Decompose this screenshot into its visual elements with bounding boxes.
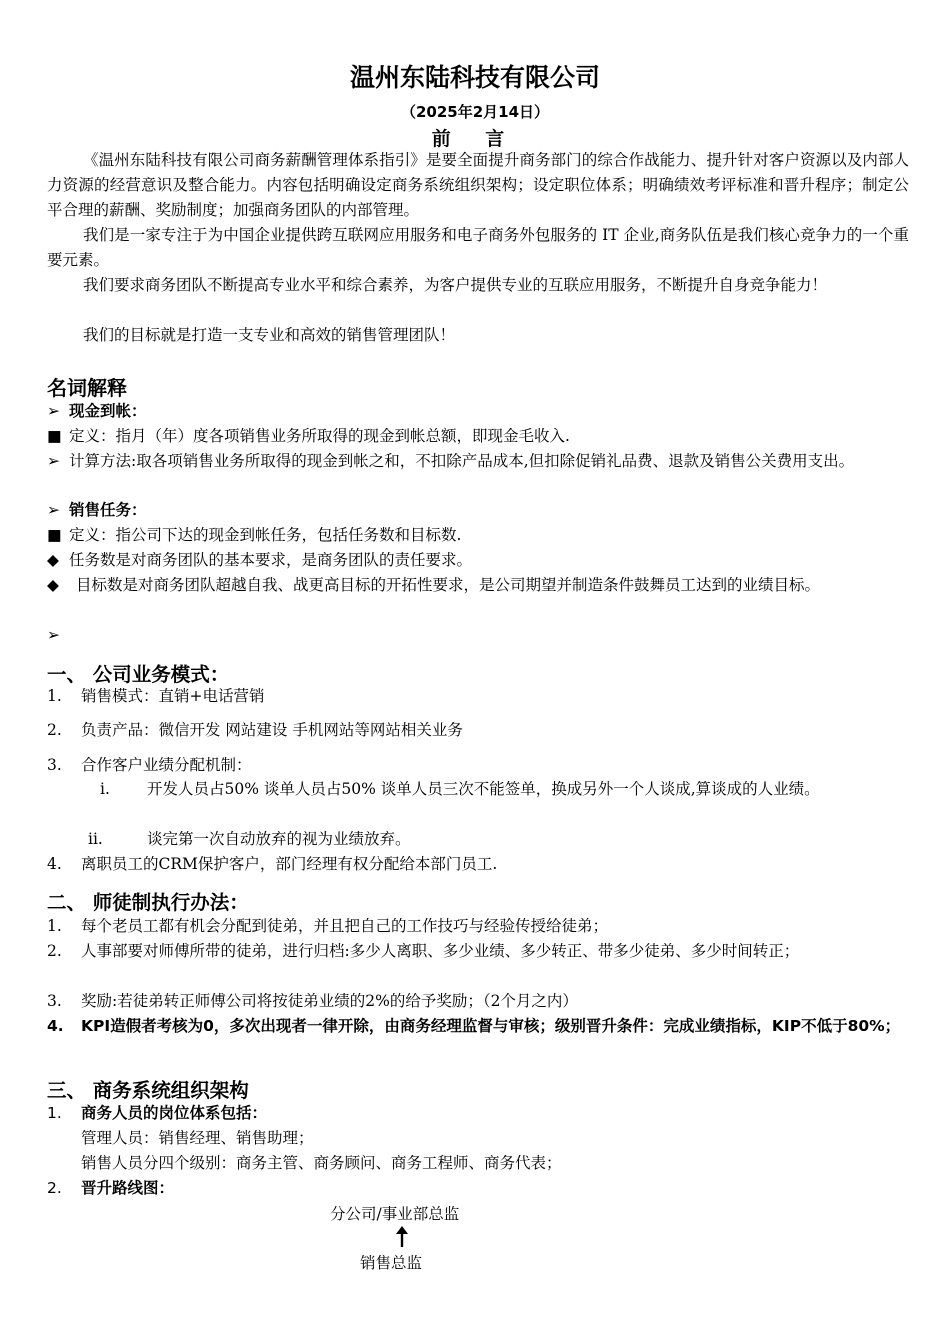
item-text: KPI造假者考核为0，多次出现者一律开除，由商务经理监督与审核；级别晋升条件：完成业绩指标，KIP不低于80%；: [81, 1017, 901, 1035]
subitem-text: 开发人员占50% 谈单人员占50% 谈单人员三次不能签单，换成另外一个人谈成,算谈成的人业绩。: [147, 780, 820, 798]
preface-heading: 前 言: [431, 128, 519, 150]
cash-definition: [47, 424, 570, 449]
glossary-term-task: [47, 498, 147, 523]
section2-item-2: [47, 939, 909, 964]
task-base: [47, 548, 472, 573]
definition-text: 定义：指公司下达的现金到帐任务，包括任务数和目标数.: [69, 526, 462, 544]
item-text: 每个老员工都有机会分配到徒弟，并且把自己的工作技巧与经验传授给徒弟；: [81, 917, 609, 935]
subitem-text: 谈完第一次自动放弃的视为业绩放弃。: [147, 830, 411, 848]
arrow-bullet-icon: ➢: [47, 402, 60, 420]
item-text: 人事部要对师傅所带的徒弟，进行归档:多少人离职、多少业绩、多少转正、带多少徒弟、多少时间转正；: [81, 942, 800, 960]
arrow-bullet-icon: ➢: [47, 501, 60, 519]
item-text: 负责产品：微信开发 网站建设 手机网站等网站相关业务: [81, 721, 463, 739]
preface-paragraph-1: 《温州东陆科技有限公司商务薪酬管理体系指引》是要全面提升商务部门的综合作战能力、提升针对客户资源以及内部人力资源的经营意识及整合能力。内容包括明确设定商务系统组织架构；设定职位体系；明确绩效考评标准和晋升程序；制定公平合理的薪酬、奖励制度；加强商务团队的内部管理。: [47, 151, 909, 219]
arrow-bullet-icon: ➢: [47, 452, 60, 470]
item-title: 晋升路线图：: [81, 1179, 175, 1197]
section1-heading: 一、 公司业务模式：: [47, 663, 230, 686]
preface-paragraph-2: 我们是一家专注于为中国企业提供跨互联网应用服务和电子商务外包服务的 IT 企业,商务队伍是我们核心竞争力的一个重要元素。: [47, 226, 909, 269]
cash-calculation: [47, 449, 909, 474]
task-definition: [47, 523, 461, 548]
term-label: 销售任务：: [69, 501, 147, 519]
glossary-heading: 名词解释: [47, 376, 127, 400]
item-text: 合作客户业绩分配机制：: [81, 756, 252, 774]
item-number: 3.: [47, 756, 62, 774]
section3-item-1: [47, 1101, 267, 1126]
section3-item-2: [47, 1176, 174, 1201]
section1-subitem-ii: [88, 827, 411, 852]
item-title: 商务人员的岗位体系包括：: [81, 1104, 268, 1122]
section1-subitem-i: [100, 777, 908, 802]
section2-heading: 二、 师徒制执行办法：: [47, 891, 249, 914]
item-text: 奖励:若徒弟转正师傅公司将按徒弟业绩的2%的给予奖励；（2个月之内）: [81, 992, 578, 1010]
task-target: [47, 573, 909, 598]
arrow-bullet-icon: ➢: [47, 626, 60, 644]
diamond-bullet-icon: ◆: [47, 576, 59, 594]
square-bullet-icon: ■: [47, 526, 62, 544]
item-number: 1.: [47, 1104, 62, 1122]
company-title: 温州东陆科技有限公司: [349, 63, 600, 92]
item-number: 2.: [47, 1179, 62, 1197]
section1-item-2: [47, 718, 463, 743]
section2-item-1: [47, 914, 608, 939]
item-number: 2.: [47, 721, 62, 739]
square-bullet-icon: ■: [47, 427, 62, 445]
up-arrow-icon: [395, 1226, 409, 1248]
task-target-text: 目标数是对商务团队超越自我、战更高目标的开拓性要求，是公司期望并制造条件鼓舞员工达到的业绩目标。: [76, 576, 821, 594]
section1-item-1: [47, 684, 265, 709]
preface-paragraph-3: 我们要求商务团队不断提高专业水平和综合素养，为客户提供专业的互联应用服务，不断提升自身竞争能力！: [83, 276, 828, 294]
diamond-bullet-icon: ◆: [47, 551, 59, 569]
definition-text: 定义：指月（年）度各项销售业务所取得的现金到帐总额，即现金毛收入.: [69, 427, 570, 445]
item-text: 离职员工的CRM保护客户，部门经理有权分配给本部门员工.: [81, 855, 498, 873]
empty-arrow-bullet: [47, 623, 69, 648]
section3-heading: 三、 商务系统组织架构: [47, 1079, 249, 1102]
preface-paragraph-4: 我们的目标就是打造一支专业和高效的销售管理团队！: [83, 326, 456, 344]
item-number: 4.: [47, 1017, 64, 1035]
managers-line: 管理人员：销售经理、销售助理；: [81, 1129, 314, 1147]
document-date: （2025年2月14日）: [400, 103, 550, 121]
item-number: 2.: [47, 942, 62, 960]
subitem-number: ii.: [88, 830, 103, 848]
sales-levels-line: 销售人员分四个级别：商务主管、商务顾问、商务工程师、商务代表；: [81, 1154, 562, 1172]
item-number: 1.: [47, 687, 62, 705]
item-number: 1.: [47, 917, 62, 935]
glossary-term-cash: [47, 399, 147, 424]
calculation-text: 计算方法:取各项销售业务所取得的现金到帐之和，不扣除产品成本,但扣除促销礼品费、退款及销售公关费用支出。: [69, 452, 855, 470]
section2-item-3: [47, 989, 578, 1014]
item-number: 4.: [47, 855, 62, 873]
item-number: 3.: [47, 992, 62, 1010]
section2-item-4: [47, 1014, 909, 1039]
task-base-text: 任务数是对商务团队的基本要求，是商务团队的责任要求。: [69, 551, 473, 569]
term-label: 现金到帐：: [69, 402, 147, 420]
node-branch-director: 分公司/事业部总监: [330, 1205, 460, 1223]
section1-item-4: [47, 852, 497, 877]
section1-item-3: [47, 753, 252, 778]
subitem-number: i.: [100, 780, 110, 798]
node-sales-director: 销售总监: [360, 1254, 423, 1272]
item-text: 销售模式：直销+电话营销: [81, 687, 265, 705]
